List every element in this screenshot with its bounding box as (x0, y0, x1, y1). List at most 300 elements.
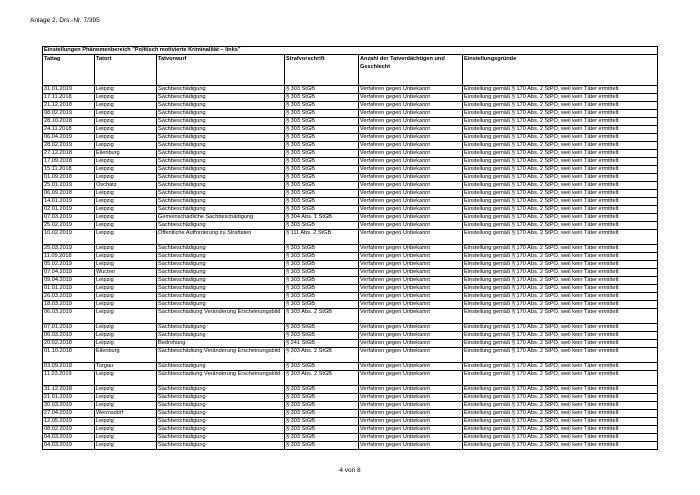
cell-tattag: 15.11.2018 (43, 166, 95, 174)
cell-tattag: 12.05.2019 (43, 418, 95, 426)
cell-strafvorschrift: § 303 StGB (285, 110, 359, 118)
cell-tattag: 08.02.2019 (43, 110, 95, 118)
cell-tatort: Leipzig (95, 102, 157, 110)
cell-tatort: Leipzig (95, 261, 157, 269)
cell-strafvorschrift: § 303 StGB (285, 206, 359, 214)
cell-tatort: Leipzig (95, 230, 157, 245)
cell-tatort: Leipzig (95, 245, 157, 253)
cell-tatort: Leipzig (95, 371, 157, 386)
cell-tatvorwurf: Sachbeschädigung (157, 402, 285, 410)
cell-tatort: Leipzig (95, 142, 157, 150)
cell-tatverdaechtige: Verfahren gegen Unbekannt (359, 253, 463, 261)
cell-tatort: Leipzig (95, 214, 157, 222)
cell-tattag: 21.12.2018 (43, 102, 95, 110)
cell-strafvorschrift: § 303 StGB (285, 142, 359, 150)
table-row (43, 418, 658, 426)
cell-einstellungsgruende: Einstellung gemäß § 170 Abs. 2 StPO, weil kein Täter ermittelt (463, 230, 658, 245)
cell-tatverdaechtige: Verfahren gegen Unbekannt (359, 426, 463, 434)
table-row (43, 442, 658, 450)
cell-tatverdaechtige: Verfahren gegen Unbekannt (359, 402, 463, 410)
cell-tatverdaechtige: Verfahren gegen Unbekannt (359, 190, 463, 198)
cell-tatverdaechtige: Verfahren gegen Unbekannt (359, 110, 463, 118)
cell-tatort: Leipzig (95, 94, 157, 102)
cell-tatvorwurf: Sachbeschädigung (157, 418, 285, 426)
table-row (43, 301, 658, 309)
cell-tatvorwurf: Sachbeschädigung (157, 253, 285, 261)
cell-strafvorschrift: § 303 StGB (285, 166, 359, 174)
cell-strafvorschrift: § 303 StGB (285, 253, 359, 261)
cell-tatvorwurf: Sachbeschädigung (157, 269, 285, 277)
table-row (43, 174, 658, 182)
cell-einstellungsgruende: Einstellung gemäß § 170 Abs. 2 StPO, weil kein Täter ermittelt (463, 418, 658, 426)
table-row (43, 410, 658, 418)
cell-tatverdaechtige: Verfahren gegen Unbekannt (359, 118, 463, 126)
table-row (43, 324, 658, 332)
cell-einstellungsgruende: Einstellung gemäß § 170 Abs. 2 StPO, weil kein Täter ermittelt (463, 285, 658, 293)
cell-tattag: 06.04.2019 (43, 134, 95, 142)
cell-tattag: 28.10.2018 (43, 118, 95, 126)
cell-tatverdaechtige: Verfahren gegen Unbekannt (359, 394, 463, 402)
cell-tattag: 06.03.2019 (43, 309, 95, 324)
cell-tattag: 21.01.2019 (43, 394, 95, 402)
cell-strafvorschrift: § 303 StGB (285, 442, 359, 450)
cell-tatort: Leipzig (95, 402, 157, 410)
cell-einstellungsgruende: Einstellung gemäß § 170 Abs. 2 StPO, weil kein Täter ermittelt (463, 110, 658, 118)
cell-tatverdaechtige: Verfahren gegen Unbekannt (359, 363, 463, 371)
table-row (43, 402, 658, 410)
cell-tatvorwurf: Sachbeschädigung (157, 198, 285, 206)
table-row (43, 293, 658, 301)
cell-tatvorwurf: Sachbeschädiung Veränderung Erscheinungsbild (157, 371, 285, 386)
cell-strafvorschrift: § 303 StGB (285, 94, 359, 102)
page-number: 4 von 8 (339, 467, 361, 474)
cell-einstellungsgruende: Einstellung gemäß § 170 Abs. 2 StPO, weil kein Täter ermittelt (463, 324, 658, 332)
cell-strafvorschrift: § 303 StGB (285, 269, 359, 277)
cell-einstellungsgruende: Einstellung gemäß § 170 Abs. 2 StPO, weil kein Täter ermittelt (463, 214, 658, 222)
cell-tatort: Leipzig (95, 332, 157, 340)
cell-tatvorwurf: Sachbeschädigung (157, 86, 285, 94)
cell-tatort: Oschatz (95, 182, 157, 190)
cell-tatverdaechtige: Verfahren gegen Unbekannt (359, 158, 463, 166)
cell-tatverdaechtige: Verfahren gegen Unbekannt (359, 134, 463, 142)
cell-tattag: 26.03.2019 (43, 293, 95, 301)
cell-einstellungsgruende: Einstellung gemäß § 170 Abs. 2 StPO, weil kein Täter ermittelt (463, 198, 658, 206)
cell-einstellungsgruende: Einstellung gemäß § 170 Abs. 2 StPO, weil kein Täter ermittelt (463, 394, 658, 402)
cell-strafvorschrift: § 303 StGB (285, 182, 359, 190)
cell-strafvorschrift: § 303 StGB (285, 222, 359, 230)
cell-tatverdaechtige: Verfahren gegen Unbekannt (359, 410, 463, 418)
cell-tatverdaechtige: Verfahren gegen Unbekannt (359, 340, 463, 348)
cell-strafvorschrift: § 303 StGB (285, 324, 359, 332)
cell-tattag: 04.03.2019 (43, 434, 95, 442)
cell-tattag: 30.03.2019 (43, 402, 95, 410)
cell-tatort: Wurzen (95, 269, 157, 277)
cell-einstellungsgruende: Einstellung gemäß § 170 Abs. 2 StPO, weil kein Täter ermittelt (463, 166, 658, 174)
cell-strafvorschrift: § 303 StGB (285, 102, 359, 110)
cell-tatvorwurf: Sachbeschädigung (157, 126, 285, 134)
cell-strafvorschrift: § 303 StGB (285, 402, 359, 410)
cell-strafvorschrift: § 303 Abs. 2 StGB (285, 309, 359, 324)
cell-tatvorwurf: Sachbeschädigung (157, 410, 285, 418)
cell-tatverdaechtige: Verfahren gegen Unbekannt (359, 348, 463, 363)
table-row (43, 371, 658, 386)
cell-tatort: Leipzig (95, 301, 157, 309)
cell-tatvorwurf: Sachbeschädigung (157, 166, 285, 174)
cell-strafvorschrift: § 303 Abs. 2 StGB (285, 348, 359, 363)
cell-einstellungsgruende: Einstellung gemäß § 170 Abs. 2 StPO, weil kein Täter ermittelt (463, 206, 658, 214)
cell-strafvorschrift: § 303 StGB (285, 301, 359, 309)
table-title-row (43, 47, 658, 55)
table-row (43, 222, 658, 230)
table-row (43, 102, 658, 110)
cell-tatvorwurf: Sachbeschädigung (157, 94, 285, 102)
cell-tatverdaechtige: Verfahren gegen Unbekannt (359, 324, 463, 332)
cell-tattag: 27.04.2019 (43, 410, 95, 418)
table-row (43, 261, 658, 269)
cell-tatort: Leipzig (95, 386, 157, 394)
cell-tattag: 01.01.2019 (43, 285, 95, 293)
cell-tatort: Leipzig (95, 285, 157, 293)
cell-tatvorwurf: Sachbeschädigung (157, 434, 285, 442)
cell-tatvorwurf: Sachbeschädigung (157, 110, 285, 118)
cell-tattag: 31.12.2018 (43, 386, 95, 394)
cell-tattag: 09.04.2019 (43, 277, 95, 285)
cell-tatvorwurf: Sachbeschädigung (157, 174, 285, 182)
cell-tattag: 28.02.2019 (43, 142, 95, 150)
cell-einstellungsgruende: Einstellung gemäß § 170 Abs. 2 StPO, weil kein Täter ermittelt (463, 142, 658, 150)
cell-strafvorschrift: § 303 StGB (285, 261, 359, 269)
cell-tatvorwurf: Sachbeschädigung (157, 442, 285, 450)
cell-einstellungsgruende: Einstellung gemäß § 170 Abs. 2 StPO, weil kein Täter ermittelt (463, 348, 658, 363)
cell-einstellungsgruende: Einstellung gemäß § 170 Abs. 2 StPO, weil kein Täter ermittelt (463, 386, 658, 394)
cell-tattag: 17.09.2018 (43, 158, 95, 166)
cell-einstellungsgruende: Einstellung gemäß § 170 Abs. 2 StPO, weil kein Täter ermittelt (463, 332, 658, 340)
column-header-tattag: Tattag (43, 55, 95, 86)
cell-tatvorwurf: Sachbeschädigung (157, 293, 285, 301)
cell-einstellungsgruende: Einstellung gemäß § 170 Abs. 2 StPO, weil kein Täter ermittelt (463, 309, 658, 324)
cell-tatvorwurf: Sachbeschädigung (157, 142, 285, 150)
cell-strafvorschrift: § 303 StGB (285, 394, 359, 402)
cell-tatverdaechtige: Verfahren gegen Unbekannt (359, 222, 463, 230)
cell-tatort: Leipzig (95, 206, 157, 214)
cell-tatvorwurf: Sachbeschädigung (157, 222, 285, 230)
cell-strafvorschrift: § 303 Abs. 2 StGB (285, 371, 359, 386)
cell-tattag: 05.02.2019 (43, 261, 95, 269)
cell-strafvorschrift: § 241 StGB (285, 340, 359, 348)
cell-tatvorwurf: Sachbeschädigung (157, 386, 285, 394)
records-table-container (42, 46, 657, 450)
cell-tatvorwurf: Sachbeschädiung Veränderung Erscheinungsbild (157, 309, 285, 324)
cell-tattag: 27.12.2018 (43, 150, 95, 158)
cell-tattag: 17.11.2018 (43, 94, 95, 102)
cell-einstellungsgruende: Einstellung gemäß § 170 Abs. 2 StPO, weil kein Täter ermittelt (463, 245, 658, 253)
table-row (43, 198, 658, 206)
table-title: Einstellungen Phänomenbereich "Politisch motivierte Kriminalität – links" (43, 47, 658, 55)
cell-tattag: 14.01.2019 (43, 198, 95, 206)
table-row (43, 253, 658, 261)
cell-tatvorwurf: Sachbeschädigung (157, 150, 285, 158)
cell-tatort: Leipzig (95, 190, 157, 198)
cell-einstellungsgruende: Einstellung gemäß § 170 Abs. 2 StPO, weil kein Täter ermittelt (463, 174, 658, 182)
cell-tatverdaechtige: Verfahren gegen Unbekannt (359, 261, 463, 269)
cell-einstellungsgruende: Einstellung gemäß § 170 Abs. 2 StPO, weil kein Täter ermittelt (463, 442, 658, 450)
cell-tatverdaechtige: Verfahren gegen Unbekannt (359, 214, 463, 222)
cell-strafvorschrift: § 111 Abs. 2 StGB (285, 230, 359, 245)
table-row (43, 182, 658, 190)
cell-einstellungsgruende: Einstellung gemäß § 170 Abs. 2 StPO, weil kein Täter ermittelt (463, 371, 658, 386)
cell-tatvorwurf: Sachbeschädigung (157, 102, 285, 110)
cell-tattag: 07.04.2019 (43, 269, 95, 277)
cell-tatverdaechtige: Verfahren gegen Unbekannt (359, 206, 463, 214)
cell-tatvorwurf: Sachbeschädigung (157, 261, 285, 269)
cell-einstellungsgruende: Einstellung gemäß § 170 Abs. 2 StPO, weil kein Täter ermittelt (463, 222, 658, 230)
table-row (43, 269, 658, 277)
cell-einstellungsgruende: Einstellung gemäß § 170 Abs. 2 StPO, weil kein Täter ermittelt (463, 434, 658, 442)
cell-tatverdaechtige: Verfahren gegen Unbekannt (359, 150, 463, 158)
cell-tattag: 10.02.2019 (43, 230, 95, 245)
table-row (43, 332, 658, 340)
cell-einstellungsgruende: Einstellung gemäß § 170 Abs. 2 StPO, weil kein Täter ermittelt (463, 253, 658, 261)
cell-strafvorschrift: § 303 StGB (285, 277, 359, 285)
cell-tattag: 25.01.2019 (43, 182, 95, 190)
cell-tatverdaechtige: Verfahren gegen Unbekannt (359, 142, 463, 150)
cell-tattag: 11.09.2018 (43, 253, 95, 261)
table-row (43, 309, 658, 324)
column-header-tatvorwurf: Tatvorwurf (157, 55, 285, 86)
cell-tatort: Torgau (95, 363, 157, 371)
cell-strafvorschrift: § 303 StGB (285, 434, 359, 442)
cell-einstellungsgruende: Einstellung gemäß § 170 Abs. 2 StPO, weil kein Täter ermittelt (463, 94, 658, 102)
cell-tattag: 03.09.2018 (43, 363, 95, 371)
cell-einstellungsgruende: Einstellung gemäß § 170 Abs. 2 StPO, weil kein Täter ermittelt (463, 102, 658, 110)
table-row (43, 94, 658, 102)
cell-tatvorwurf: Sachbeschädigung (157, 182, 285, 190)
cell-tattag: 04.03.2019 (43, 442, 95, 450)
cell-tatverdaechtige: Verfahren gegen Unbekannt (359, 245, 463, 253)
cell-tatort: Leipzig (95, 166, 157, 174)
cell-tatort: Eilenburg (95, 348, 157, 363)
cell-tatort: Leipzig (95, 340, 157, 348)
cell-tatort: Leipzig (95, 426, 157, 434)
table-row (43, 134, 658, 142)
cell-strafvorschrift: § 303 StGB (285, 126, 359, 134)
cell-einstellungsgruende: Einstellung gemäß § 170 Abs. 2 StPO, weil kein Täter ermittelt (463, 269, 658, 277)
cell-tatvorwurf: Sachbeschädigung (157, 301, 285, 309)
cell-strafvorschrift: § 303 StGB (285, 386, 359, 394)
table-row (43, 245, 658, 253)
cell-tatort: Eilenburg (95, 150, 157, 158)
cell-strafvorschrift: § 304 Abs. 1 StGB (285, 214, 359, 222)
cell-tatvorwurf: Sachbeschädigung (157, 285, 285, 293)
cell-tatort: Leipzig (95, 126, 157, 134)
cell-strafvorschrift: § 303 StGB (285, 410, 359, 418)
cell-tatverdaechtige: Verfahren gegen Unbekannt (359, 386, 463, 394)
cell-tatvorwurf: Sachbeschädiung Veränderung Erscheinungsbild (157, 348, 285, 363)
cell-tattag: 01.09.2018 (43, 174, 95, 182)
cell-einstellungsgruende: Einstellung gemäß § 170 Abs. 2 StPO, weil kein Täter ermittelt (463, 277, 658, 285)
table-row (43, 340, 658, 348)
cell-tattag: 25.03.2019 (43, 245, 95, 253)
cell-tatverdaechtige: Verfahren gegen Unbekannt (359, 126, 463, 134)
cell-tatort: Leipzig (95, 110, 157, 118)
cell-tatverdaechtige: Verfahren gegen Unbekannt (359, 285, 463, 293)
table-row (43, 190, 658, 198)
table-row (43, 394, 658, 402)
page-header: Anlage 2, Drs.-Nr. 7/395 (30, 17, 100, 24)
table-row (43, 110, 658, 118)
cell-strafvorschrift: § 303 StGB (285, 426, 359, 434)
cell-tattag: 08.02.2019 (43, 426, 95, 434)
cell-strafvorschrift: § 303 StGB (285, 332, 359, 340)
cell-strafvorschrift: § 303 StGB (285, 86, 359, 94)
cell-tatvorwurf: Gemeinschädliche Sachbeschädigung (157, 214, 285, 222)
cell-tatort: Leipzig (95, 134, 157, 142)
cell-tatvorwurf: Sachbeschädigung (157, 332, 285, 340)
table-row (43, 126, 658, 134)
table-row (43, 142, 658, 150)
cell-tatverdaechtige: Verfahren gegen Unbekannt (359, 269, 463, 277)
cell-tatort: Leipzig (95, 293, 157, 301)
table-row (43, 363, 658, 371)
cell-tatvorwurf: Sachbeschädigung (157, 394, 285, 402)
cell-einstellungsgruende: Einstellung gemäß § 170 Abs. 2 StPO, weil kein Täter ermittelt (463, 301, 658, 309)
cell-strafvorschrift: § 303 StGB (285, 174, 359, 182)
cell-einstellungsgruende: Einstellung gemäß § 170 Abs. 2 StPO, weil kein Täter ermittelt (463, 410, 658, 418)
cell-tatort: Leipzig (95, 222, 157, 230)
table-row (43, 214, 658, 222)
cell-einstellungsgruende: Einstellung gemäß § 170 Abs. 2 StPO, weil kein Täter ermittelt (463, 86, 658, 94)
cell-strafvorschrift: § 303 StGB (285, 363, 359, 371)
cell-strafvorschrift: § 303 StGB (285, 293, 359, 301)
cell-tatvorwurf: Sachbeschädigung (157, 277, 285, 285)
cell-einstellungsgruende: Einstellung gemäß § 170 Abs. 2 StPO, weil kein Täter ermittelt (463, 158, 658, 166)
cell-strafvorschrift: § 303 StGB (285, 245, 359, 253)
cell-einstellungsgruende: Einstellung gemäß § 170 Abs. 2 StPO, weil kein Täter ermittelt (463, 402, 658, 410)
cell-tattag: 25.02.2019 (43, 222, 95, 230)
table-row (43, 86, 658, 94)
cell-tatverdaechtige: Verfahren gegen Unbekannt (359, 332, 463, 340)
cell-tatverdaechtige: Verfahren gegen Unbekannt (359, 182, 463, 190)
cell-einstellungsgruende: Einstellung gemäß § 170 Abs. 2 StPO, weil kein Täter ermittelt (463, 426, 658, 434)
table-row (43, 166, 658, 174)
cell-tattag: 02.01.2019 (43, 206, 95, 214)
table-row (43, 230, 658, 245)
table-row (43, 434, 658, 442)
cell-tattag: 06.09.2018 (43, 190, 95, 198)
cell-tattag: 11.03.2019 (43, 371, 95, 386)
cell-strafvorschrift: § 303 StGB (285, 118, 359, 126)
cell-tatverdaechtige: Verfahren gegen Unbekannt (359, 418, 463, 426)
cell-tatverdaechtige: Verfahren gegen Unbekannt (359, 102, 463, 110)
table-row (43, 348, 658, 363)
cell-strafvorschrift: § 303 StGB (285, 134, 359, 142)
table-row (43, 118, 658, 126)
cell-tatvorwurf: Öffentliche Aufforderung zu Straftaten (157, 230, 285, 245)
cell-tatverdaechtige: Verfahren gegen Unbekannt (359, 371, 463, 386)
table-row (43, 426, 658, 434)
cell-strafvorschrift: § 303 StGB (285, 150, 359, 158)
cell-einstellungsgruende: Einstellung gemäß § 170 Abs. 2 StPO, weil kein Täter ermittelt (463, 126, 658, 134)
cell-tatort: Leipzig (95, 158, 157, 166)
cell-tatverdaechtige: Verfahren gegen Unbekannt (359, 293, 463, 301)
cell-tatort: Leipzig (95, 442, 157, 450)
cell-tattag: 06.03.2019 (43, 332, 95, 340)
cell-strafvorschrift: § 303 StGB (285, 158, 359, 166)
cell-einstellungsgruende: Einstellung gemäß § 170 Abs. 2 StPO, weil kein Täter ermittelt (463, 363, 658, 371)
cell-tatverdaechtige: Verfahren gegen Unbekannt (359, 230, 463, 245)
table-body (43, 86, 658, 450)
cell-einstellungsgruende: Einstellung gemäß § 170 Abs. 2 StPO, weil kein Täter ermittelt (463, 118, 658, 126)
cell-strafvorschrift: § 303 StGB (285, 190, 359, 198)
cell-tatort: Leipzig (95, 309, 157, 324)
table-row (43, 277, 658, 285)
cell-einstellungsgruende: Einstellung gemäß § 170 Abs. 2 StPO, weil kein Täter ermittelt (463, 182, 658, 190)
cell-tatverdaechtige: Verfahren gegen Unbekannt (359, 94, 463, 102)
cell-tatort: Leipzig (95, 253, 157, 261)
cell-tatort: Leipzig (95, 118, 157, 126)
cell-tatvorwurf: Sachbeschädigung (157, 118, 285, 126)
cell-tatvorwurf: Sachbeschädigung (157, 324, 285, 332)
cell-einstellungsgruende: Einstellung gemäß § 170 Abs. 2 StPO, weil kein Täter ermittelt (463, 150, 658, 158)
table-row (43, 158, 658, 166)
cell-tatort: Wermsdorf (95, 410, 157, 418)
cell-tatvorwurf: Sachbeschädigung (157, 426, 285, 434)
cell-tatverdaechtige: Verfahren gegen Unbekannt (359, 277, 463, 285)
cell-tattag: 31.01.2019 (43, 86, 95, 94)
cell-tattag: 01.10.2018 (43, 348, 95, 363)
cell-tatverdaechtige: Verfahren gegen Unbekannt (359, 198, 463, 206)
cell-tatverdaechtige: Verfahren gegen Unbekannt (359, 434, 463, 442)
cell-einstellungsgruende: Einstellung gemäß § 170 Abs. 2 StPO, weil kein Täter ermittelt (463, 261, 658, 269)
column-header-tatverdaechtige: Anzahl der Tatverdächtigen und Geschlecht (359, 55, 463, 86)
cell-tatort: Leipzig (95, 277, 157, 285)
cell-tatvorwurf: Bedrohung (157, 340, 285, 348)
table-row (43, 206, 658, 214)
cell-tatvorwurf: Sachbeschädigung (157, 363, 285, 371)
records-table (42, 46, 658, 450)
cell-tatverdaechtige: Verfahren gegen Unbekannt (359, 309, 463, 324)
cell-tattag: 07.03.2019 (43, 214, 95, 222)
cell-tatverdaechtige: Verfahren gegen Unbekannt (359, 86, 463, 94)
table-row (43, 386, 658, 394)
table-header-row (43, 55, 658, 86)
cell-tattag: 18.03.2019 (43, 301, 95, 309)
cell-tatort: Leipzig (95, 394, 157, 402)
cell-tatvorwurf: Sachbeschädigung (157, 206, 285, 214)
cell-tatverdaechtige: Verfahren gegen Unbekannt (359, 442, 463, 450)
cell-einstellungsgruende: Einstellung gemäß § 170 Abs. 2 StPO, weil kein Täter ermittelt (463, 293, 658, 301)
cell-tatverdaechtige: Verfahren gegen Unbekannt (359, 166, 463, 174)
cell-strafvorschrift: § 303 StGB (285, 198, 359, 206)
cell-strafvorschrift: § 303 StGB (285, 418, 359, 426)
cell-tatort: Leipzig (95, 434, 157, 442)
column-header-strafvorschrift: Strafvorschrift (285, 55, 359, 86)
cell-tatort: Leipzig (95, 86, 157, 94)
cell-einstellungsgruende: Einstellung gemäß § 170 Abs. 2 StPO, weil kein Täter ermittelt (463, 134, 658, 142)
cell-tattag: 07.01.2019 (43, 324, 95, 332)
cell-tatvorwurf: Sachbeschädigung (157, 134, 285, 142)
cell-tatverdaechtige: Verfahren gegen Unbekannt (359, 301, 463, 309)
table-row (43, 285, 658, 293)
cell-strafvorschrift: § 303 StGB (285, 285, 359, 293)
column-header-einstellungsgruende: Einstellungsgründe (463, 55, 658, 86)
cell-tattag: 24.11.2018 (43, 126, 95, 134)
cell-einstellungsgruende: Einstellung gemäß § 170 Abs. 2 StPO, weil kein Täter ermittelt (463, 190, 658, 198)
column-header-tatort: Tatort (95, 55, 157, 86)
cell-tatort: Leipzig (95, 418, 157, 426)
cell-tatort: Leipzig (95, 198, 157, 206)
cell-einstellungsgruende: Einstellung gemäß § 170 Abs. 2 StPO, weil kein Täter ermittelt (463, 340, 658, 348)
